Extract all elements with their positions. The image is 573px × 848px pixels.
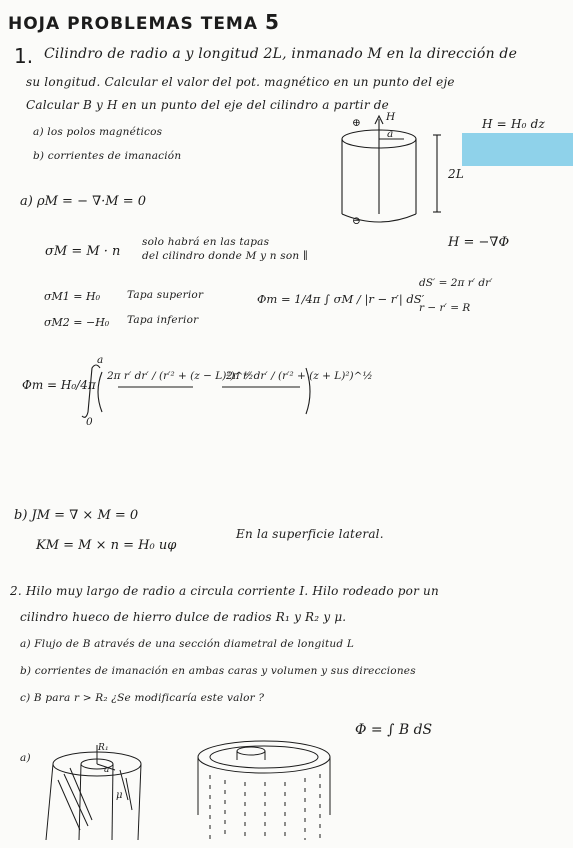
fig-mu-label: μ [116,790,123,801]
sol-sup-label: Tapa superior [127,289,204,301]
sol-rr: r − r′ = R [419,302,471,314]
problem1-item-a: a) los polos magnéticos [33,126,163,138]
sol-phi-term2: 2π r′ dr′ / (r′² + (z + L)²)^½ [226,370,373,382]
problem1-number: 1. [14,44,34,68]
sol-h-grad: H = −∇Φ [448,235,510,250]
sol-b-note: En la superficie lateral. [236,527,384,541]
integral-lower: 0 [86,416,93,428]
sol-phi-term1: 2π r′ dr′ / (r′² + (z − L)²)^½ [107,370,254,382]
sol-sigma: σM = M · n [45,244,121,259]
title-number: 5 [264,10,280,34]
problem1-line3: Calcular B y H en un punto del eje del cilindro a partir de [26,98,389,112]
top-marker: ⊕ [352,117,361,129]
integral-upper: a [97,354,104,366]
problem2-flux: Φ = ∫ B dS [355,722,433,738]
problem1-line1: Cilindro de radio a y longitud 2L, inmanado M en la dirección de [44,46,518,62]
problem2-item-c: c) B para r > R₂ ¿Se modificaría este valor ? [20,692,265,704]
sol-sigma-note2: del cilindro donde M y n son ∥ [142,250,308,262]
problem2-item-b: b) corrientes de imanación en ambas caras y volumen y sus direcciones [20,665,416,677]
sol-b-curl: b) JM = ∇ × M = 0 [14,508,139,523]
problem1-item-b: b) corrientes de imanación [33,150,182,162]
sol-sup: σM1 = H₀ [44,290,100,303]
problem2-line2: cilindro hueco de hierro dulce de radios R₁ y R₂ y μ. [20,610,347,624]
sol-phi-full-left: Φm = H₀/4π [22,378,96,392]
title-text: HOJA PROBLEMAS TEMA [8,14,259,34]
problem2-number: 2. [10,584,22,598]
radius-label: a [387,128,394,140]
sol-ds: dS′ = 2π r′ dr′ [419,277,493,289]
sol-b-k: KM = M × n = H₀ uφ [36,538,177,553]
problem2-line1-text: Hilo muy largo de radio a circula corriente I. Hilo rodeado por un [25,584,439,598]
problem2-sol-a: a) [20,752,31,764]
sol-inf-label: Tapa inferior [127,314,199,326]
length-label: 2L [448,167,465,181]
side-formula: H = H₀ dz [482,117,546,131]
problem2-item-a: a) Flujo de B através de una sección diametral de longitud L [20,638,355,650]
fig-a-label: a [104,765,110,775]
sol-inf: σM2 = −H₀ [44,316,110,329]
sol-sigma-note1: solo habrá en las tapas [142,236,270,248]
bottom-marker: ⊖ [352,215,361,227]
sol-phi: Φm = 1/4π ∫ σM / |r − r′| dS′ [257,292,425,306]
fig-r1-label: R₁ [98,743,109,753]
sol-a-divergence: a) ρM = − ∇·M = 0 [20,194,147,209]
problem1-line2: su longitud. Calcular el valor del pot. magnético en un punto del eje [26,75,455,89]
axis-label: H [386,111,396,123]
